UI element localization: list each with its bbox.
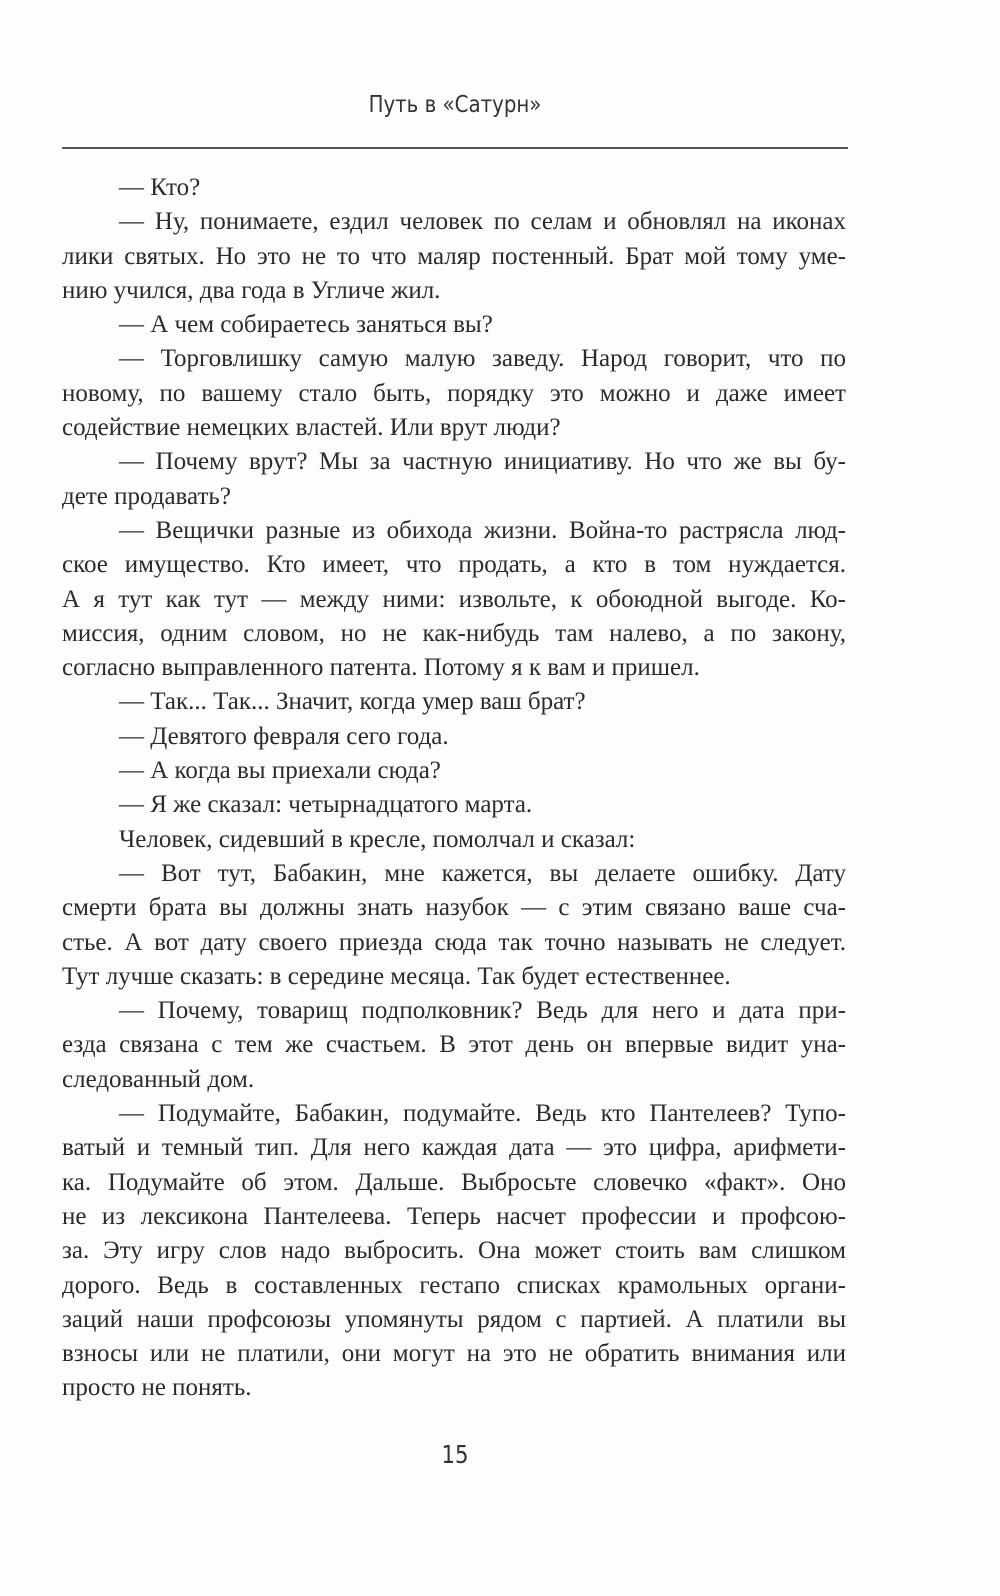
text-line: А я тут как тут — между ними: извольте, к обоюдной выгоде. Ко-: [62, 585, 846, 613]
text-line: — Торговлишку самую малую заведу. Народ говорит, что по: [119, 345, 846, 373]
header-rule: [62, 147, 848, 149]
text-line: — Подумайте, Бабакин, подумайте. Ведь кто Пантелеев? Тупо-: [119, 1100, 846, 1128]
text-line: — Так... Так... Значит, когда умер ваш брат?: [119, 688, 586, 716]
text-line: содействие немецких властей. Или врут люди?: [62, 414, 561, 442]
text-line: за. Эту игру слов надо выбросить. Она может стоить вам слишком: [62, 1237, 846, 1265]
text-line: нию учился, два года в Угличе жил.: [62, 276, 441, 304]
text-line: — Я же сказал: четырнадцатого марта.: [119, 791, 533, 819]
text-line: ватый и темный тип. Для него каждая дата — это цифра, арифмети-: [62, 1134, 846, 1162]
text-line: смерти брата вы должны знать назубок — с этим связано ваше сча-: [62, 894, 846, 922]
text-line: заций наши профсоюзы упомянуты рядом с партией. А платили вы: [62, 1305, 846, 1333]
text-line: — Вот тут, Бабакин, мне кажется, вы делаете ошибку. Дату: [119, 859, 846, 887]
text-line: дорого. Ведь в составленных гестапо списках крамольных органи-: [62, 1271, 846, 1299]
text-line: — Ну, понимаете, ездил человек по селам и обновлял на иконах: [119, 208, 846, 236]
text-line: просто не понять.: [62, 1374, 252, 1402]
text-line: Человек, сидевший в кресле, помолчал и сказал:: [119, 825, 636, 853]
text-line: езда связана с тем же счастьем. В этот день он впервые видит уна-: [62, 1031, 846, 1059]
text-line: дете продавать?: [62, 482, 231, 510]
text-line: миссия, одним словом, но не как-нибудь там налево, а по закону,: [62, 619, 846, 647]
text-line: ское имущество. Кто имеет, что продать, а кто в том нуждается.: [62, 551, 846, 579]
text-line: — Почему врут? Мы за частную инициативу. Но что же вы бу-: [119, 448, 846, 476]
text-line: ка. Подумайте об этом. Дальше. Выбросьте словечко «факт». Оно: [62, 1168, 846, 1196]
text-line: новому, по вашему стало быть, порядку это можно и даже имеет: [62, 379, 846, 407]
text-line: не из лексикона Пантелеева. Теперь насчет профессии и профсою-: [62, 1202, 846, 1230]
page-number: 15: [441, 1440, 469, 1469]
text-line: следованный дом.: [62, 1065, 255, 1093]
text-line: — А чем собираетесь заняться вы?: [119, 311, 493, 339]
text-line: — Кто?: [119, 174, 201, 201]
running-title: Путь в «Сатурн»: [368, 92, 542, 118]
text-line: взносы или не платили, они могут на это не обратить внимания или: [62, 1340, 846, 1368]
text-line: Тут лучше сказать: в середине месяца. Так будет естественнее.: [62, 962, 731, 990]
text-line: — Девятого февраля сего года.: [119, 722, 449, 750]
text-line: лики святых. Но это не то что маляр постенный. Брат мой тому уме-: [62, 242, 846, 270]
text-line: — Вещички разные из обихода жизни. Война-то растрясла люд-: [119, 516, 846, 544]
text-line: — А когда вы приехали сюда?: [119, 757, 441, 785]
text-line: согласно выправленного патента. Потому я к вам и пришел.: [62, 654, 700, 682]
text-line: — Почему, товарищ подполковник? Ведь для него и дата при-: [119, 997, 846, 1025]
text-line: стье. А вот дату своего приезда сюда так точно называть не следует.: [62, 928, 846, 956]
body-text: [62, 171, 846, 1406]
